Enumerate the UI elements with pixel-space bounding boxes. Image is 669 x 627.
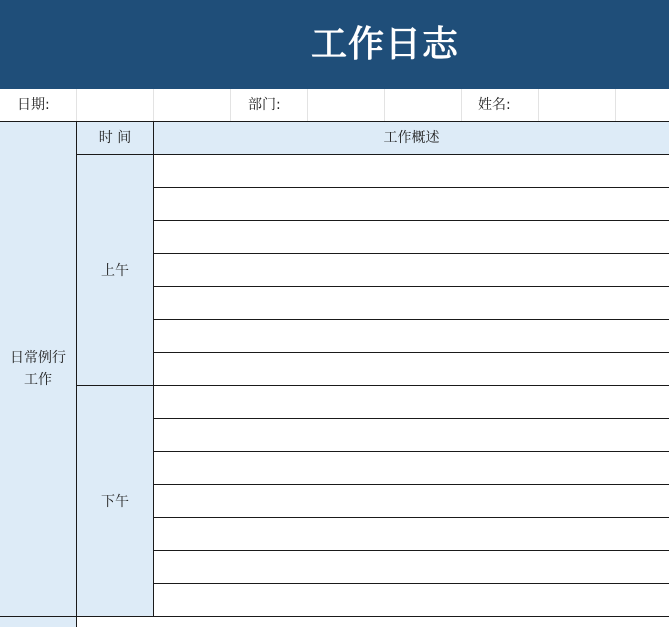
info-cell-divider — [615, 89, 616, 121]
info-cell-divider — [461, 89, 462, 121]
pm-row-6[interactable] — [154, 551, 669, 583]
category-label-line: 工作 — [24, 372, 52, 388]
time-column — [77, 122, 153, 617]
am-row-1[interactable] — [154, 155, 669, 187]
info-row — [0, 89, 669, 121]
grid-line — [154, 517, 669, 518]
grid-line — [154, 187, 669, 188]
description-column-header: 工作概述 — [383, 130, 440, 146]
am-row-6[interactable] — [154, 320, 669, 352]
grid-line — [76, 121, 77, 627]
grid-line — [154, 220, 669, 221]
info-cell-divider — [230, 89, 231, 121]
grid-line — [154, 583, 669, 584]
next-row[interactable] — [77, 617, 669, 627]
am-row-5[interactable] — [154, 287, 669, 319]
info-cell-divider — [384, 89, 385, 121]
pm-row-4[interactable] — [154, 485, 669, 517]
grid-line — [77, 154, 669, 155]
grid-line — [154, 319, 669, 320]
title-banner — [0, 0, 669, 89]
grid-line — [154, 286, 669, 287]
pm-label: 下午 — [101, 494, 129, 510]
category-label — [0, 347, 76, 391]
date-label: 日期: — [17, 97, 50, 113]
grid-line — [154, 550, 669, 551]
grid-line — [77, 385, 669, 386]
info-cell-divider — [153, 89, 154, 121]
am-row-4[interactable] — [154, 254, 669, 286]
department-label: 部门: — [248, 97, 281, 113]
pm-row-7[interactable] — [154, 584, 669, 616]
pm-row-3[interactable] — [154, 452, 669, 484]
name-label: 姓名: — [478, 97, 511, 113]
grid-line — [153, 121, 154, 617]
grid-line — [154, 418, 669, 419]
grid-line — [154, 352, 669, 353]
pm-row-5[interactable] — [154, 518, 669, 550]
pm-row-2[interactable] — [154, 419, 669, 451]
grid-line — [154, 451, 669, 452]
am-row-3[interactable] — [154, 221, 669, 253]
info-cell-divider — [538, 89, 539, 121]
grid-line — [0, 121, 669, 122]
am-row-2[interactable] — [154, 188, 669, 220]
am-row-7[interactable] — [154, 353, 669, 385]
info-cell-divider — [307, 89, 308, 121]
am-label: 上午 — [101, 263, 129, 279]
time-column-header: 时 间 — [98, 130, 132, 146]
grid-line — [0, 616, 669, 617]
pm-row-1[interactable] — [154, 386, 669, 418]
grid-line — [154, 253, 669, 254]
category-label-line: 日常例行 — [10, 350, 66, 366]
info-cell-divider — [76, 89, 77, 121]
page-title: 工作日志 — [310, 24, 459, 65]
grid-line — [154, 484, 669, 485]
